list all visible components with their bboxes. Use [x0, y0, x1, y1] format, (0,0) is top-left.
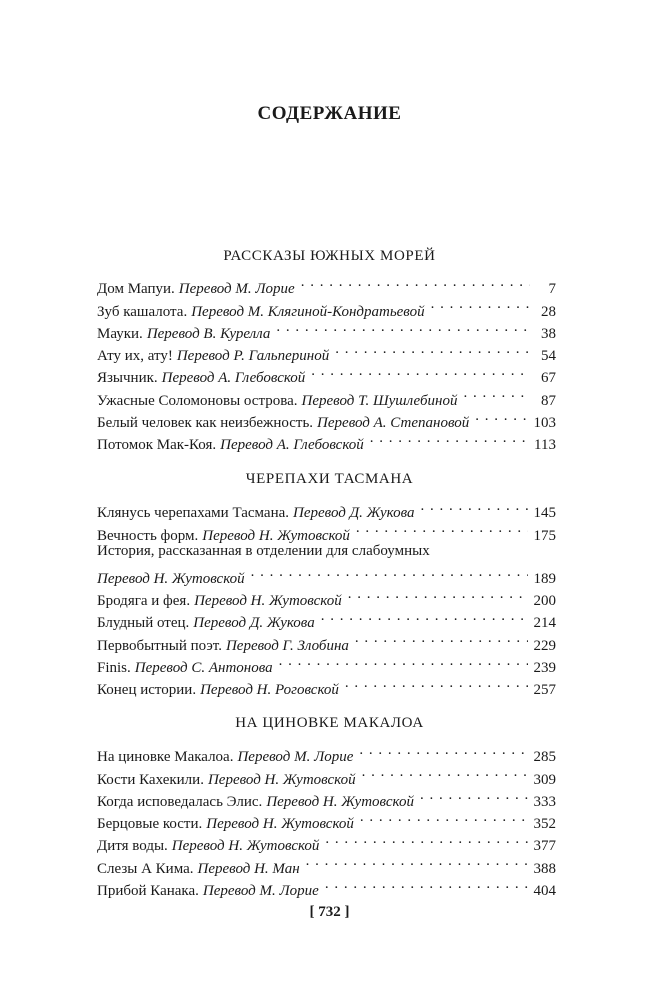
translator: Перевод Д. Жукова — [293, 505, 415, 522]
leader-dots — [370, 427, 528, 449]
toc-section-3 — [97, 739, 556, 900]
page-ref: 200 — [533, 593, 556, 610]
page-ref: 404 — [533, 883, 556, 900]
translator: Перевод М. Лорие — [237, 749, 354, 766]
story-title: Мауки. — [97, 325, 143, 342]
translator: Перевод М. Клягиной-Кондратьевой — [191, 303, 425, 320]
page-ref: 388 — [533, 860, 556, 877]
story-title: Блудный отец. — [97, 615, 190, 632]
leader-dots — [335, 338, 530, 360]
story-title: Когда исповедалась Элис. — [97, 793, 263, 810]
story-title: Белый человек как неизбежность. — [97, 415, 314, 432]
leader-dots — [306, 850, 528, 872]
leader-dots — [311, 360, 530, 382]
story-title: Язычник. — [97, 370, 158, 387]
page-ref: 103 — [533, 415, 556, 432]
page-ref: 352 — [533, 816, 556, 833]
translator: Перевод А. Глебовской — [161, 370, 306, 387]
section-title: РАССКАЗЫ ЮЖНЫХ МОРЕЙ — [223, 248, 436, 264]
section-title: НА ЦИНОВКЕ МАКАЛОА — [235, 715, 424, 731]
page-ref: 28 — [541, 303, 556, 320]
translator: Перевод Т. Шушлебиной — [301, 392, 458, 409]
page-ref: 175 — [533, 527, 556, 544]
translator: Перевод Н. Жутовской — [206, 816, 354, 833]
page-ref: 145 — [533, 505, 556, 522]
story-title: Прибой Канака. — [97, 883, 199, 900]
story-title: Конец истории. — [97, 682, 197, 699]
story-title[interactable]: История, рассказанная в отделении для слабоумных — [97, 542, 430, 559]
translator: Перевод Р. Гальпериной — [176, 348, 330, 365]
page-ref: 87 — [541, 392, 556, 409]
translator: Перевод Н. Жутовской — [207, 771, 356, 788]
story-title: Дитя воды. — [97, 838, 168, 855]
translator: Перевод Д. Жукова — [193, 615, 315, 632]
leader-dots — [356, 517, 528, 539]
page-ref: 67 — [541, 370, 556, 387]
leader-dots — [475, 405, 527, 427]
toc-section-1 — [97, 271, 556, 454]
page-ref: 54 — [541, 348, 556, 365]
toc-entry[interactable] — [97, 561, 556, 587]
translator: Перевод А. Глебовской — [220, 437, 364, 454]
leader-dots — [362, 761, 528, 783]
page-ref: 377 — [533, 838, 556, 855]
story-title: Берцовые кости. — [97, 816, 203, 833]
leader-dots — [345, 672, 528, 694]
leader-dots — [301, 271, 530, 293]
toc-section-2 — [97, 495, 556, 699]
story-title: Вечность форм. — [97, 527, 199, 544]
leader-dots — [325, 873, 528, 895]
page-ref: 214 — [533, 615, 556, 632]
leader-dots — [420, 784, 528, 806]
leader-dots — [325, 828, 527, 850]
translator: Перевод М. Лорие — [178, 281, 295, 298]
page-ref: 229 — [533, 637, 556, 654]
leader-dots — [463, 382, 530, 404]
translator: Перевод Г. Злобина — [225, 637, 349, 654]
translator: Перевод Н. Жутовской — [266, 793, 414, 810]
page-ref: 333 — [533, 793, 556, 810]
translator: Перевод Н. Роговской — [200, 682, 339, 699]
translator: Перевод А. Степановой — [317, 415, 470, 432]
section-title: ЧЕРЕПАХИ ТАСМАНА — [245, 471, 414, 487]
story-title: Бродяга и фея. — [97, 593, 191, 610]
leader-dots — [276, 316, 530, 338]
story-title: Ужасные Соломоновы острова. — [97, 392, 298, 409]
translator: Перевод Н. Жутовской — [202, 527, 350, 544]
page-ref: 38 — [541, 325, 556, 342]
story-title: На циновке Макалоа. — [97, 749, 234, 766]
translator: Перевод С. Антонова — [134, 660, 273, 677]
page-ref: 309 — [533, 771, 556, 788]
page-number: [ 732 ] — [309, 904, 350, 920]
translator: Перевод Н. Ман — [197, 860, 300, 877]
leader-dots — [321, 605, 528, 627]
page-ref: 189 — [533, 570, 556, 587]
leader-dots — [360, 806, 528, 828]
translator: Перевод М. Лорие — [202, 883, 319, 900]
page-ref: 285 — [533, 749, 556, 766]
page-ref: 113 — [534, 437, 556, 454]
story-title: Первобытный поэт. — [97, 637, 222, 654]
translator: Перевод Н. Жутовской — [97, 570, 245, 587]
page-ref: 257 — [533, 682, 556, 699]
toc-entry[interactable] — [97, 495, 556, 522]
leader-dots — [348, 583, 528, 605]
story-title: Клянусь черепахами Тасмана. — [97, 505, 290, 522]
story-title: Слезы А Кима. — [97, 860, 194, 877]
leader-dots — [359, 739, 527, 761]
story-title: Кости Кахекили. — [97, 771, 204, 788]
leader-dots — [251, 561, 528, 583]
leader-dots — [279, 650, 528, 672]
page-ref: 7 — [548, 281, 556, 298]
story-title: Finis. — [97, 660, 131, 677]
translator: Перевод Н. Жутовской — [171, 838, 320, 855]
leader-dots — [355, 627, 528, 649]
translator: Перевод В. Курелла — [146, 325, 271, 342]
story-title: Зуб кашалота. — [97, 303, 188, 320]
leader-dots — [420, 495, 527, 517]
leader-dots — [431, 293, 530, 315]
page-ref: 239 — [533, 660, 556, 677]
translator: Перевод Н. Жутовской — [194, 593, 342, 610]
toc-entry[interactable] — [97, 739, 556, 766]
page-title: СОДЕРЖАНИЕ — [257, 103, 402, 124]
toc-entry[interactable] — [97, 271, 556, 298]
story-title: Дом Мапуи. — [97, 281, 175, 298]
story-title: Потомок Мак-Коя. — [97, 437, 217, 454]
story-title: Ату их, ату! — [97, 348, 173, 365]
